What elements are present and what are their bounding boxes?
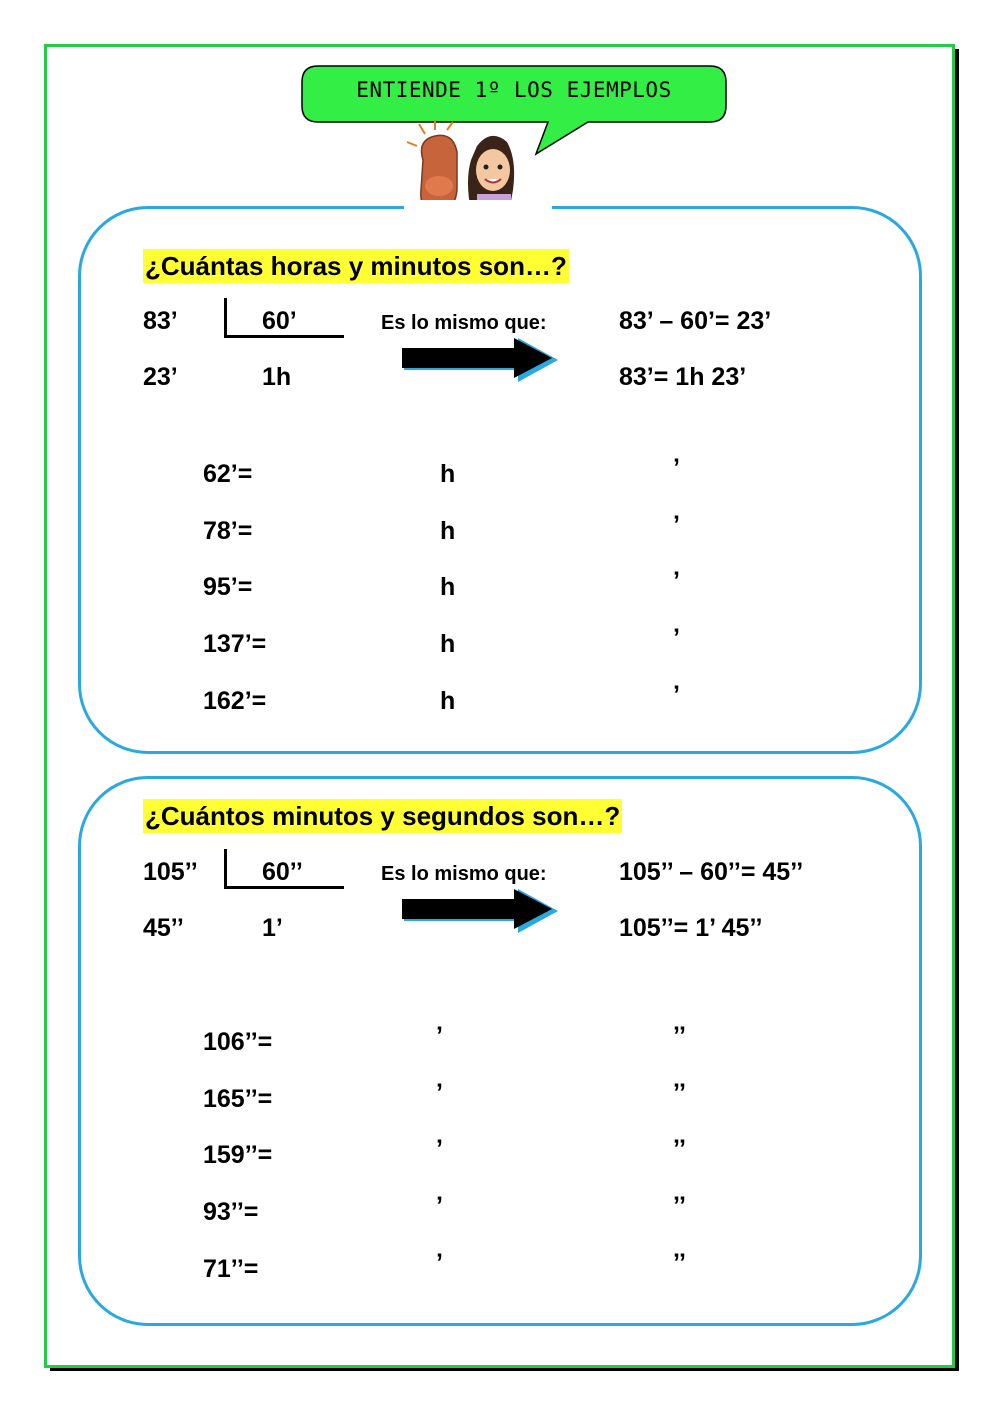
panel-gap	[404, 200, 552, 214]
s1-exercise-value: 62’=	[203, 460, 253, 488]
s2-exercise-unit-seconds: ’’	[673, 1022, 686, 1050]
s2-same-as-label: Es lo mismo que:	[381, 863, 547, 885]
s2-dividend: 105’’	[143, 858, 198, 886]
s2-exercise-unit-seconds: ’’	[673, 1135, 686, 1163]
s2-exercise-unit-seconds: ’’	[673, 1249, 686, 1277]
s1-result-line2: 83’= 1h 23’	[619, 363, 747, 391]
s2-exercise-unit-minutes: ’	[436, 1249, 443, 1277]
s2-division-bar-vertical	[224, 849, 227, 889]
s2-quotient: 1’	[262, 914, 283, 942]
s1-exercise-value: 137’=	[203, 630, 267, 658]
s2-exercise-unit-seconds: ’’	[673, 1192, 686, 1220]
s1-exercise-value: 162’=	[203, 687, 267, 715]
s1-exercise-unit-minutes: ’	[673, 454, 680, 482]
s1-arrow-right-icon	[400, 336, 562, 382]
s1-exercise-unit-hours: h	[440, 630, 456, 658]
s1-same-as-label: Es lo mismo que:	[381, 312, 547, 334]
s1-exercise-unit-minutes: ’	[673, 511, 680, 539]
s2-remainder: 45’’	[143, 914, 184, 942]
s2-exercise-value: 93’’=	[203, 1198, 259, 1226]
s1-exercise-unit-hours: h	[440, 573, 456, 601]
s1-divisor: 60’	[262, 307, 297, 335]
s1-result-line1: 83’ – 60’= 23’	[619, 307, 772, 335]
s1-exercise-unit-hours: h	[440, 517, 456, 545]
s2-exercise-value: 106’’=	[203, 1028, 273, 1056]
s1-exercise-value: 95’=	[203, 573, 253, 601]
s2-divisor: 60’’	[262, 858, 303, 886]
s2-result-line1: 105’’ – 60’’= 45’’	[619, 858, 804, 886]
s2-exercise-unit-minutes: ’	[436, 1079, 443, 1107]
s1-exercise-value: 78’=	[203, 517, 253, 545]
s2-exercise-value: 165’’=	[203, 1085, 273, 1113]
s2-exercise-value: 159’’=	[203, 1141, 273, 1169]
bubble-text: ENTIENDE 1º LOS EJEMPLOS	[356, 78, 672, 102]
s2-exercise-unit-seconds: ’’	[673, 1079, 686, 1107]
s2-exercise-unit-minutes: ’	[436, 1135, 443, 1163]
s1-exercise-unit-minutes: ’	[673, 567, 680, 595]
s2-result-line2: 105’’= 1’ 45’’	[619, 914, 763, 942]
s1-quotient: 1h	[262, 363, 292, 391]
s2-exercise-unit-minutes: ’	[436, 1022, 443, 1050]
s1-exercise-unit-minutes: ’	[673, 624, 680, 652]
s1-dividend: 83’	[143, 307, 178, 335]
s1-exercise-unit-hours: h	[440, 460, 456, 488]
s2-arrow-right-icon	[400, 887, 562, 933]
s1-remainder: 23’	[143, 363, 178, 391]
section2-heading: ¿Cuántos minutos y segundos son…?	[145, 801, 621, 831]
section1-heading: ¿Cuántas horas y minutos son…?	[145, 251, 567, 281]
s2-exercise-value: 71’’=	[203, 1255, 259, 1283]
s1-division-bar-vertical	[224, 298, 227, 338]
s2-exercise-unit-minutes: ’	[436, 1192, 443, 1220]
s1-exercise-unit-minutes: ’	[673, 681, 680, 709]
s1-exercise-unit-hours: h	[440, 687, 456, 715]
